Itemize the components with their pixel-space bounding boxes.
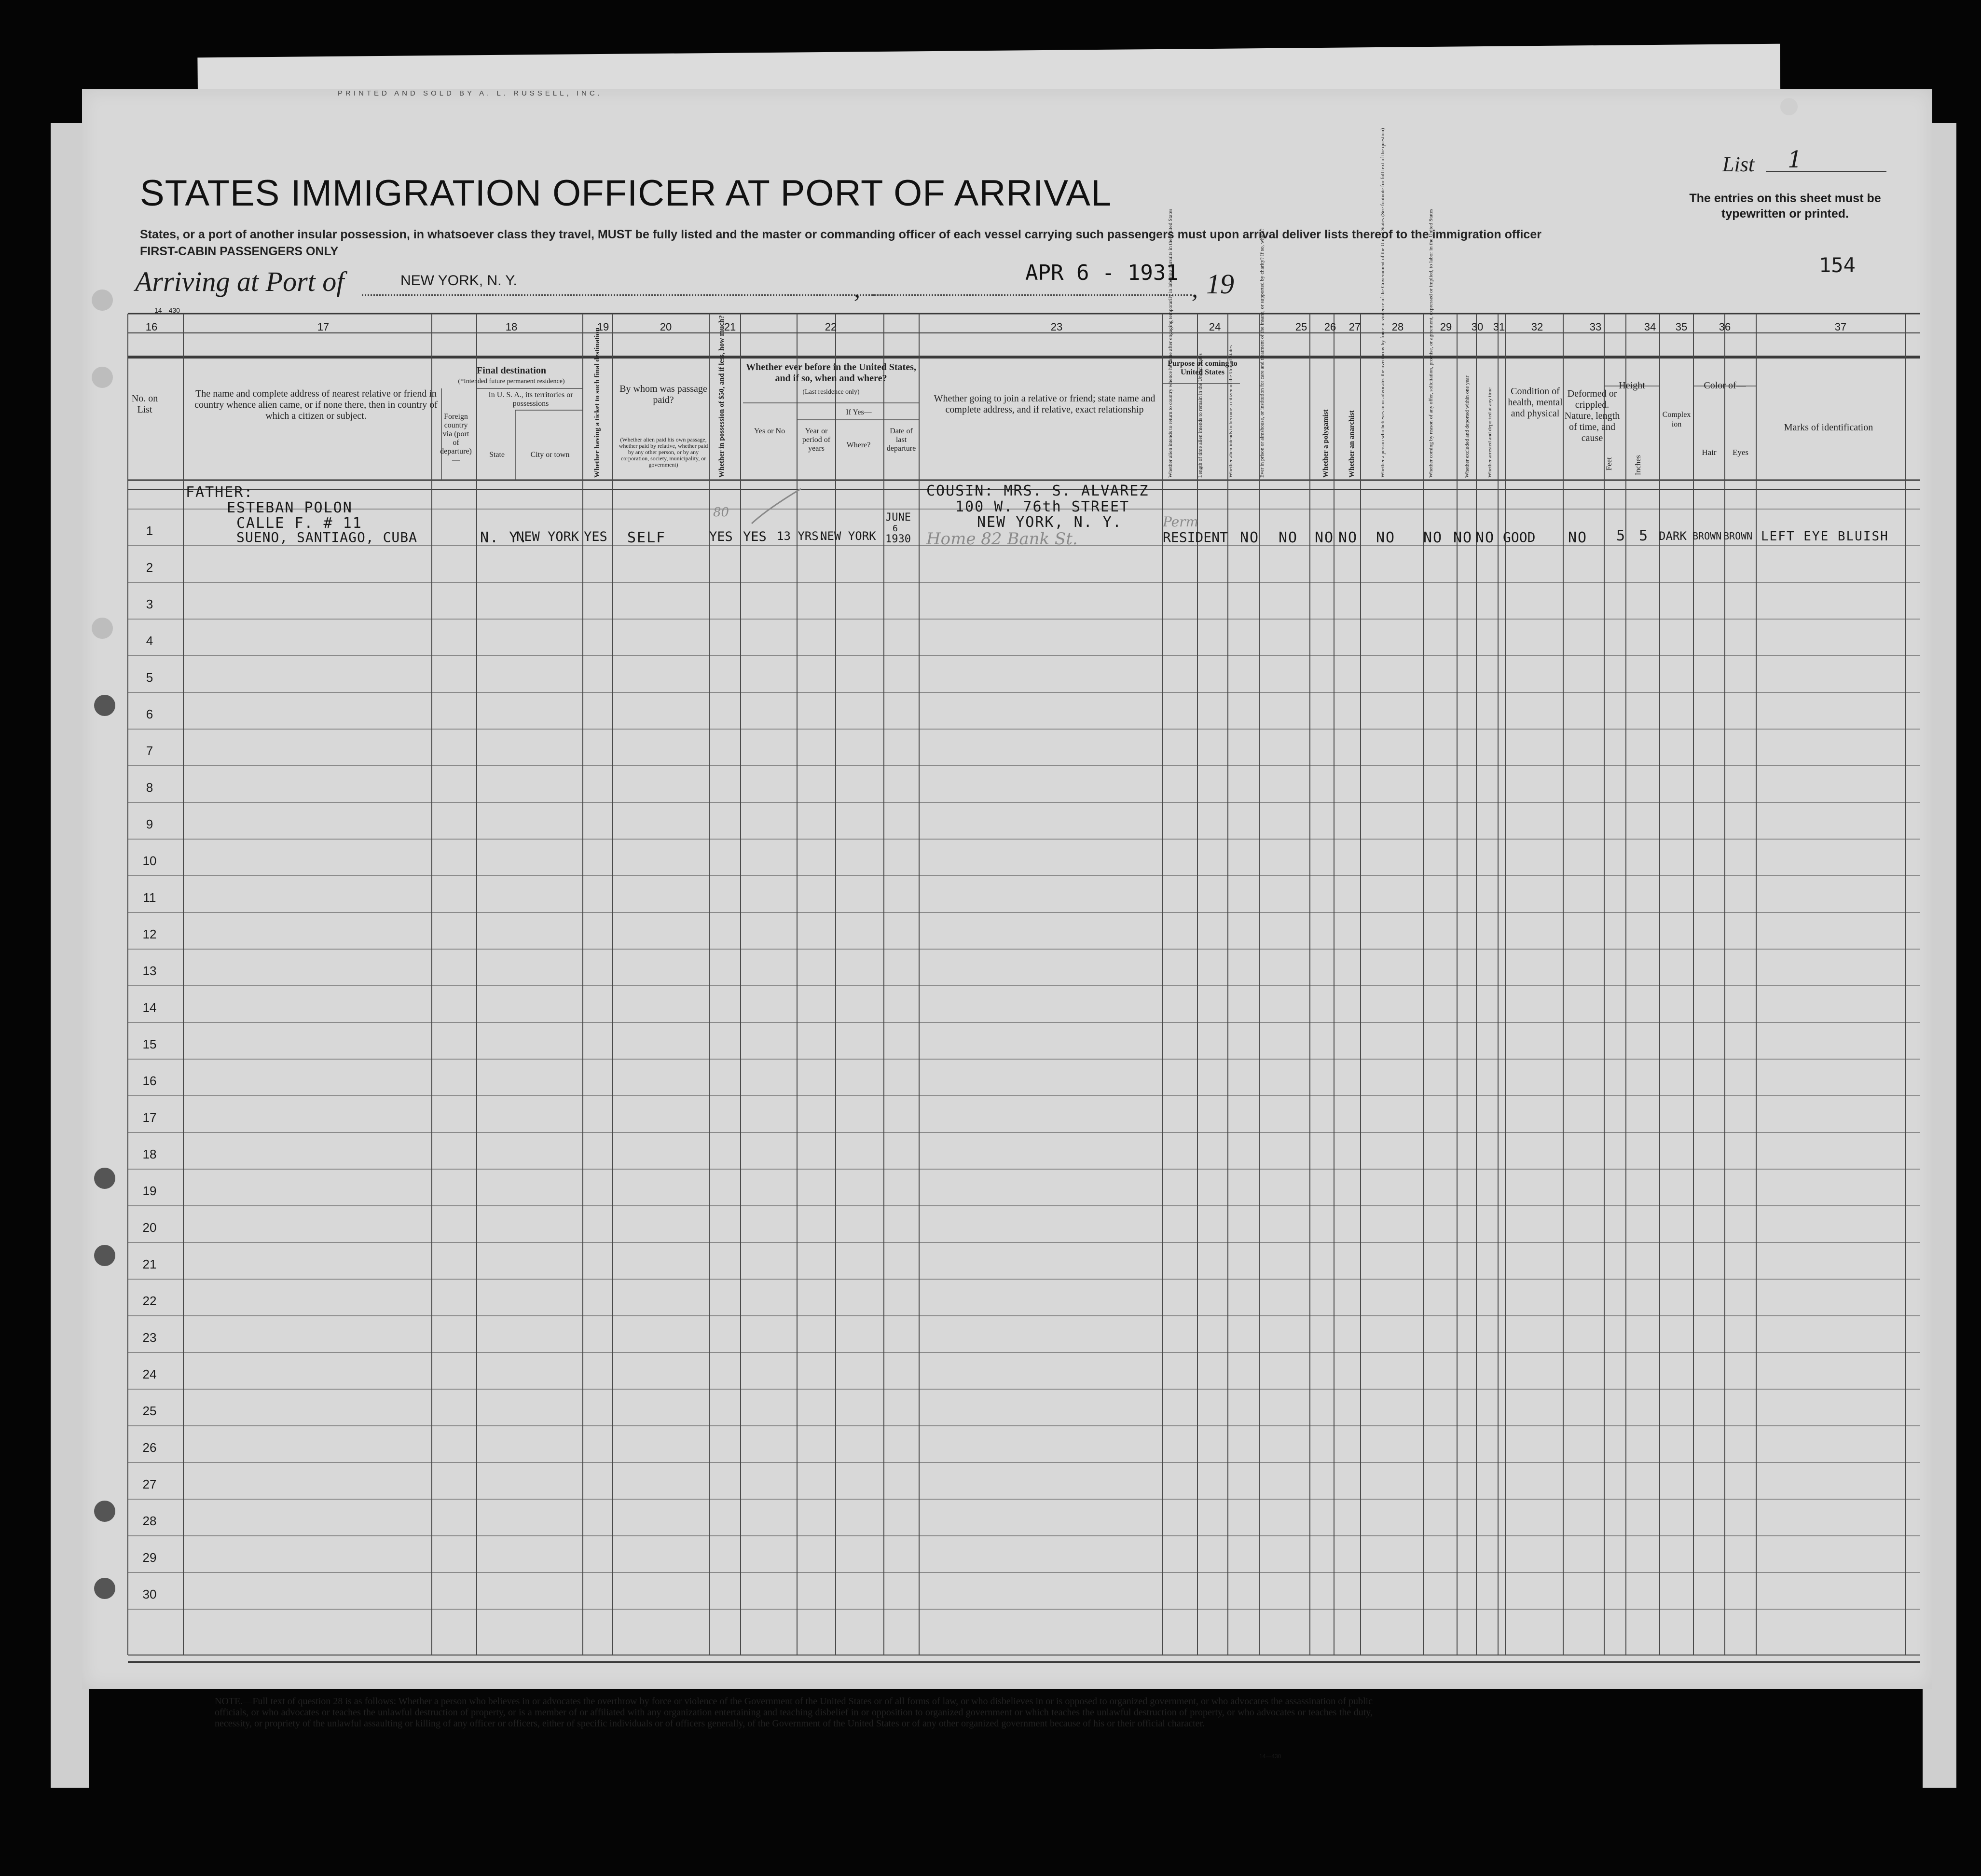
column-number: 23 xyxy=(1050,321,1063,333)
class-note: FIRST-CABIN PASSENGERS ONLY xyxy=(140,245,339,258)
manifest-sheet xyxy=(82,89,1932,1760)
entry-relative-line4: SUENO, SANTIAGO, CUBA xyxy=(236,529,418,545)
page-subtitle: States, or a port of another insular possession, in whatsoever class they travel, MUST be fully listed and the master or commanding officer of each vessel carrying such passengers must upon arrival deliver lists thereof to the immigration officer xyxy=(140,228,1541,241)
footnote: NOTE.—Full text of question 28 is as follows: Whether a person who believes in or advocates the overthrow by force or violence of the Government of the United States or of all forms of law, or who disbelieves in or is opposed to organized government, or who advocates the assassination of public officials, or who advocates or teaches the unlawful destruction of property, or is a member of or affiliated with any organization entertaining and teaching disbelief in or opposition to organized government or which teaches the unlawful destruction of property, or who advocates or teaches the duty, necessity, or propriety of the unlawful assaulting or killing of any officer or officers, either of specific individuals or of officers generally, of the Government of the United States or of any other organized government because of his or their official character. xyxy=(215,1696,1373,1729)
row-number: 2 xyxy=(146,560,153,575)
header-excluded: Whether excluded and deported within one year xyxy=(1464,375,1470,478)
entry-money: YES xyxy=(709,529,733,544)
entry-prison: NO xyxy=(1279,529,1298,546)
binder-hole xyxy=(94,1245,115,1266)
pencil-slash-mark xyxy=(748,485,806,528)
column-number: 18 xyxy=(505,321,518,333)
header-prison: Ever in prison or almshouse, or institution for care and treatment of the insane, or supported by charity? If so, which? xyxy=(1259,228,1265,478)
entry-passage: SELF xyxy=(627,529,666,546)
binder-hole xyxy=(94,695,115,716)
column-number: 27 xyxy=(1348,321,1361,333)
header-passage-paid-note: (Whether alien paid his own passage, whether paid by relative, whether paid by any other person, or by any corporation, society, municipality, or government) xyxy=(619,436,708,468)
entry-join-line3: NEW YORK, N. Y. xyxy=(977,514,1122,531)
entries-note: The entries on this sheet must be typewritten or printed. xyxy=(1689,192,1881,221)
row-number: 15 xyxy=(142,1037,157,1051)
entry-deformed: NO xyxy=(1568,529,1588,546)
header-hair: Hair xyxy=(1702,448,1717,457)
footnote-form-code: 14—430 xyxy=(1259,1753,1281,1760)
entry-date-month: JUNE xyxy=(885,511,911,524)
entry-money-pencil: 80 xyxy=(713,505,729,520)
column-number: 35 xyxy=(1675,321,1688,333)
header-ever-before-note: (Last residence only) xyxy=(802,388,860,396)
printer-note: PRINTED AND SOLD BY A. L. RUSSELL, INC. xyxy=(338,89,603,97)
list-value: 1 xyxy=(1788,146,1802,173)
column-number: 17 xyxy=(317,321,330,333)
entry-eyes: BROWN xyxy=(1723,530,1753,542)
row-number: 23 xyxy=(142,1330,157,1345)
header-date-departure: Date of last departure xyxy=(886,427,916,453)
header-eyes: Eyes xyxy=(1732,448,1749,457)
entry-purpose: RESIDENT xyxy=(1163,529,1228,545)
row-number: 1 xyxy=(146,524,153,538)
row-number: 7 xyxy=(146,744,153,758)
entry-period: 13 YRS. xyxy=(777,529,826,543)
row-number: 5 xyxy=(146,670,153,685)
row-number: 13 xyxy=(142,964,157,978)
entry-height-feet: 5 xyxy=(1616,527,1626,544)
binder-hole xyxy=(92,367,113,388)
header-relative-address: The name and complete address of nearest relative or friend in country whence alien came, or if none there, then in country of which a citizen or subject. xyxy=(194,388,438,421)
column-number: 34 xyxy=(1644,321,1656,333)
header-ticket: Whether having a ticket to such final destination xyxy=(593,328,601,478)
column-number: 29 xyxy=(1440,321,1452,333)
column-number: 28 xyxy=(1391,321,1404,333)
page-number: 154 xyxy=(1819,253,1856,277)
entry-relative-line1: FATHER: xyxy=(186,484,254,501)
header-list-number: No. on List xyxy=(131,393,158,415)
row-number: 25 xyxy=(142,1404,157,1418)
arrival-date-stamp: APR 6 - 1931 xyxy=(1025,261,1179,285)
header-where: Where? xyxy=(846,441,871,449)
entry-date-day: 6 xyxy=(893,524,898,534)
list-label: List xyxy=(1722,152,1755,176)
entry-excluded: NO xyxy=(1453,529,1473,546)
entry-hair: BROWN xyxy=(1692,530,1722,542)
entry-ever-before: YES xyxy=(743,529,767,544)
header-ever-before: Whether ever before in the United States, and if so, when and where? xyxy=(746,362,916,384)
entry-anarchist: NO xyxy=(1338,529,1358,546)
header-passage-paid: By whom was passage paid? xyxy=(619,384,707,405)
column-number: 24 xyxy=(1209,321,1221,333)
header-money: Whether in possession of $50, and if less, how much? xyxy=(718,315,726,478)
year-prefix: 19 xyxy=(1206,268,1234,300)
row-number: 10 xyxy=(142,854,157,868)
arriving-label: Arriving at Port of xyxy=(135,266,344,297)
row-number: 22 xyxy=(142,1294,157,1308)
entry-citizen: NO xyxy=(1240,529,1260,546)
header-feet: Feet xyxy=(1605,457,1613,470)
header-state: State xyxy=(489,451,505,459)
header-overthrow: Whether a person who believes in or advocates the overthrow by force or violence of the Government of the United States (See footnote for full text of the question) xyxy=(1380,128,1386,478)
entry-labor-offer: NO xyxy=(1423,529,1443,546)
form-code: 14—430 xyxy=(154,306,180,314)
header-foreign-country: Foreign country via (port of departure)— xyxy=(440,413,472,464)
entry-marks: LEFT EYE BLUISH xyxy=(1761,529,1889,544)
header-yes-no: Yes or No xyxy=(754,427,785,435)
header-join-relative: Whether going to join a relative or friend; state name and complete address, and if relative, exact relationship xyxy=(934,393,1156,415)
entry-where: NEW YORK xyxy=(820,529,876,543)
row-number: 19 xyxy=(142,1184,157,1198)
row-number: 12 xyxy=(142,927,157,941)
binder-hole xyxy=(92,618,113,639)
header-height: Height xyxy=(1619,380,1645,391)
header-health: Condition of health, mental and physical xyxy=(1508,386,1563,419)
row-number: 17 xyxy=(142,1110,157,1125)
entry-health: GOOD xyxy=(1503,529,1536,545)
header-city: City or town xyxy=(530,451,570,459)
header-complexion: Complexion xyxy=(1662,411,1691,428)
header-color: Color of— xyxy=(1704,380,1746,391)
column-number: 36 xyxy=(1719,321,1731,333)
row-number: 6 xyxy=(146,707,153,721)
header-polygamist: Whether a polygamist xyxy=(1322,409,1330,478)
header-deformed: Deformed or crippled. Nature, length of time, and cause xyxy=(1564,388,1620,443)
column-number: 21 xyxy=(724,321,736,333)
column-number: 22 xyxy=(825,321,837,333)
entry-height-inches: 5 xyxy=(1639,527,1649,544)
row-number: 9 xyxy=(146,817,153,831)
entry-join-line1: COUSIN: MRS. S. ALVAREZ xyxy=(926,483,1149,499)
entry-city: NEW YORK xyxy=(516,529,579,544)
row-number: 3 xyxy=(146,597,153,611)
header-marks: Marks of identification xyxy=(1784,422,1873,433)
row-number: 27 xyxy=(142,1477,157,1491)
row-number: 18 xyxy=(142,1147,157,1161)
entry-join-pencil: Home 82 Bank St. xyxy=(926,529,1078,549)
header-usa-territories: In U. S. A., its territories or possessions xyxy=(488,391,573,408)
column-number: 25 xyxy=(1295,321,1307,333)
header-purpose-length: Length of time alien intends to remain in the United States xyxy=(1197,353,1203,478)
port-value: NEW YORK, N. Y. xyxy=(400,273,517,289)
row-number: 21 xyxy=(142,1257,157,1271)
entry-complexion: DARK xyxy=(1659,529,1687,543)
row-number: 20 xyxy=(142,1220,157,1235)
binder-hole xyxy=(94,1578,115,1599)
row-number: 16 xyxy=(142,1074,157,1088)
header-arrested: Whether arrested and deported at any time xyxy=(1487,387,1493,478)
page-title: STATES IMMIGRATION OFFICER AT PORT OF ARRIVAL xyxy=(140,173,1112,214)
separator-comma: , xyxy=(1192,276,1198,303)
row-number: 28 xyxy=(142,1514,157,1528)
entry-state: N. Y. xyxy=(480,529,529,546)
entry-overthrow: NO xyxy=(1376,529,1396,546)
row-number: 29 xyxy=(142,1550,157,1565)
entry-arrested: NO xyxy=(1475,529,1495,546)
header-purpose-return: Whether alien intends to return to country whence he came after engaging temporarily in laboring pursuits in the United States xyxy=(1168,208,1173,478)
column-number: 32 xyxy=(1531,321,1543,333)
column-number: 30 xyxy=(1471,321,1484,333)
header-final-destination-note: (*Intended future permanent residence) xyxy=(458,378,565,385)
entry-relative-line3: CALLE F. # 11 xyxy=(236,515,362,532)
column-number: 16 xyxy=(145,321,158,333)
entry-ticket: YES xyxy=(584,529,607,544)
column-number: 19 xyxy=(597,321,609,333)
binder-hole xyxy=(92,290,113,311)
header-purpose: Purpose of coming to United States xyxy=(1168,359,1238,376)
column-number: 26 xyxy=(1324,321,1336,333)
column-number: 20 xyxy=(660,321,672,333)
header-final-destination: Final destination xyxy=(477,365,546,376)
header-period: Year or period of years xyxy=(802,427,831,453)
binder-hole xyxy=(94,1501,115,1522)
entry-relative-line2: ESTEBAN POLON xyxy=(227,499,353,516)
entry-join-line2: 100 W. 76th STREET xyxy=(955,498,1130,515)
column-number: 31 xyxy=(1493,321,1505,333)
row-number: 8 xyxy=(146,780,153,795)
entry-purpose-pencil: Perm xyxy=(1163,514,1199,530)
row-number: 24 xyxy=(142,1367,157,1381)
header-labor-offer: Whether coming by reason of any offer, solicitation, promise, or agreement, expressed or implied, to labor in the United States xyxy=(1428,208,1434,478)
column-number: 33 xyxy=(1589,321,1602,333)
separator-comma: , xyxy=(854,276,860,303)
column-number: 37 xyxy=(1834,321,1847,333)
row-number: 14 xyxy=(142,1000,157,1015)
binder-hole xyxy=(94,1168,115,1189)
header-purpose-citizen: Whether alien intends to become a citizen of the United States xyxy=(1228,345,1234,478)
row-number: 30 xyxy=(142,1587,157,1601)
row-number: 4 xyxy=(146,634,153,648)
header-inches: Inches xyxy=(1634,455,1642,475)
header-if-yes: If Yes— xyxy=(846,408,872,416)
row-number: 11 xyxy=(143,890,156,905)
header-anarchist: Whether an anarchist xyxy=(1348,410,1356,478)
row-number: 26 xyxy=(142,1440,157,1455)
entry-date-year: 1930 xyxy=(885,533,911,545)
entry-polygamist: NO xyxy=(1315,529,1334,546)
